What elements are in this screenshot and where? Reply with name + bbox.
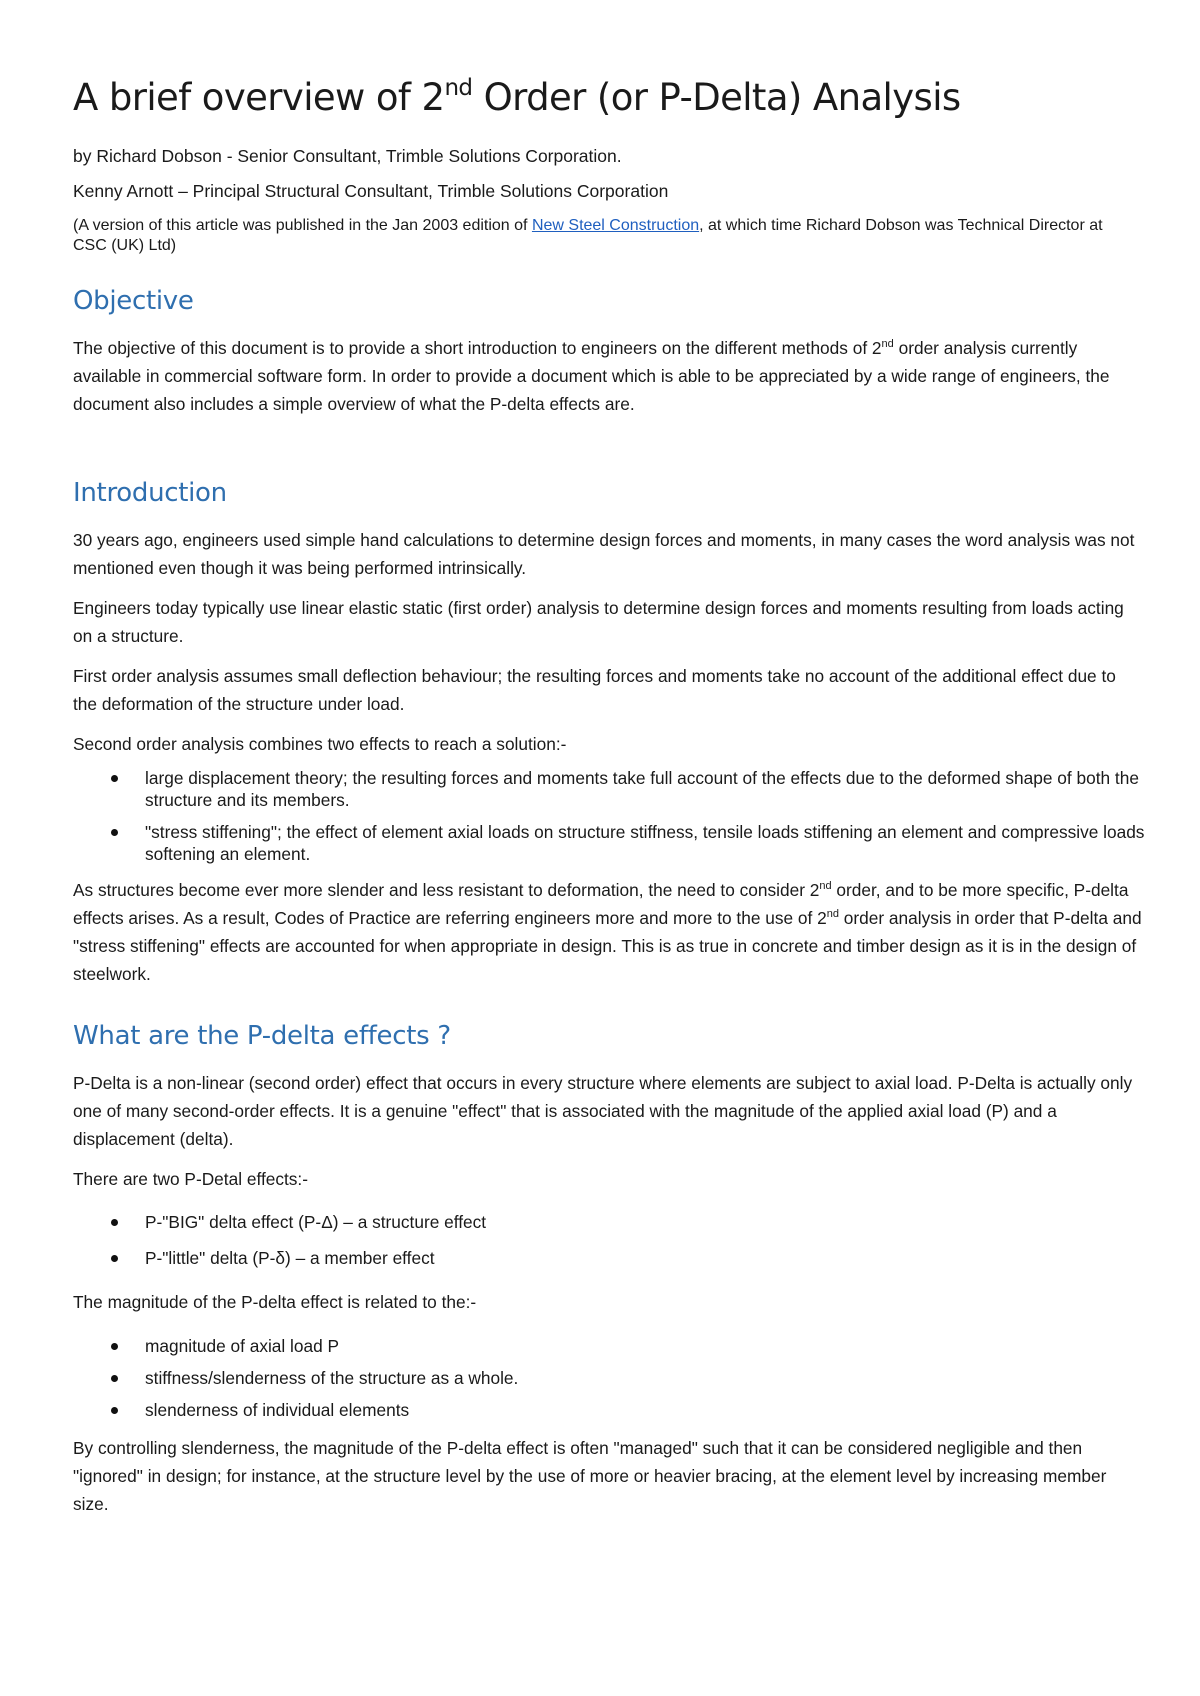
bullet-marker (111, 1219, 121, 1229)
author-line-2: Kenny Arnott – Principal Structural Consultant, Trimble Solutions Corporation (73, 181, 669, 201)
intro-paragraph-5: As structures become ever more slender and less resistant to deformation, the need to consider 2nd order, and to be more specific, P-delta effects arises. As a result, Codes of Practice are referring engineers more and more to the use of 2nd order analysis in order that P-delta and "stress stiffening" effects are accounted for when appropriate in design. This is as true in concrete and timber design as it is in the design of steelwork. (73, 880, 1142, 984)
intro-paragraph-3: First order analysis assumes small deflection behaviour; the resulting forces and moments take no account of the additional effect due to the deformation of the structure under load. (73, 666, 1116, 714)
intro-paragraph-2: Engineers today typically use linear elastic static (first order) analysis to determine design forces and moments resulting from loads acting on a structure. (73, 598, 1124, 646)
list-item: large displacement theory; the resulting forces and moments take full account of the effects due to the deformed shape of both the structure and its members. (145, 768, 1139, 810)
objective-paragraph: The objective of this document is to provide a short introduction to engineers on the different methods of 2nd order analysis currently available in commercial software form. In order to provide a document which is able to be appreciated by a wide range of engineers, the document also includes a simple overview of what the P-delta effects are. (73, 338, 1110, 414)
list-item: P-"little" delta (P-δ) – a member effect (145, 1248, 435, 1268)
bullet-marker (111, 775, 121, 785)
bullet-marker (111, 1255, 121, 1265)
bullet-marker (111, 1375, 121, 1385)
objective-heading: Objective (73, 286, 194, 316)
list-item: slenderness of individual elements (145, 1400, 410, 1420)
bullet-marker (111, 829, 121, 839)
bullet-marker (111, 1343, 121, 1353)
pdelta-paragraph-3: The magnitude of the P-delta effect is related to the:- (73, 1292, 477, 1312)
pdelta-paragraph-1: P-Delta is a non-linear (second order) effect that occurs in every structure where elements are subject to axial load. P-Delta is actually only one of many second-order effects. It is a genuine "effect" that is associated with the magnitude of the applied axial load (P) and a displacement (delta). (73, 1073, 1133, 1149)
introduction-heading: Introduction (73, 478, 227, 508)
document-title: A brief overview of 2nd Order (or P-Delta) Analysis (73, 75, 961, 119)
list-item: stiffness/slenderness of the structure as a whole. (145, 1368, 519, 1388)
author-line-1: by Richard Dobson - Senior Consultant, Trimble Solutions Corporation. (73, 146, 622, 166)
intro-paragraph-4: Second order analysis combines two effects to reach a solution:- (73, 734, 567, 754)
bullet-marker (111, 1407, 121, 1417)
list-item: "stress stiffening"; the effect of element axial loads on structure stiffness, tensile loads stiffening an element and compressive loads softening an element. (145, 822, 1145, 864)
list-item: magnitude of axial load P (145, 1336, 340, 1356)
pdelta-paragraph-4: By controlling slenderness, the magnitude of the P-delta effect is often "managed" such that it can be considered negligible and then "ignored" in design; for instance, at the structure level by the use of more or heavier bracing, at the element level by increasing member size. (73, 1438, 1107, 1514)
pdelta-paragraph-2: There are two P-Detal effects:- (73, 1169, 308, 1189)
intro-paragraph-1: 30 years ago, engineers used simple hand calculations to determine design forces and moments, in many cases the word analysis was not mentioned even though it was being performed intrinsically. (73, 530, 1135, 578)
publication-note: (A version of this article was published in the Jan 2003 edition of New Steel Construction, at which time Richard Dobson was Technical Director at CSC (UK) Ltd) (73, 217, 1103, 254)
list-item: P-"BIG" delta effect (P-Δ) – a structure effect (145, 1212, 487, 1232)
new-steel-construction-link[interactable]: New Steel Construction (531, 217, 700, 234)
pdelta-heading: What are the P-delta effects ? (73, 1021, 451, 1051)
